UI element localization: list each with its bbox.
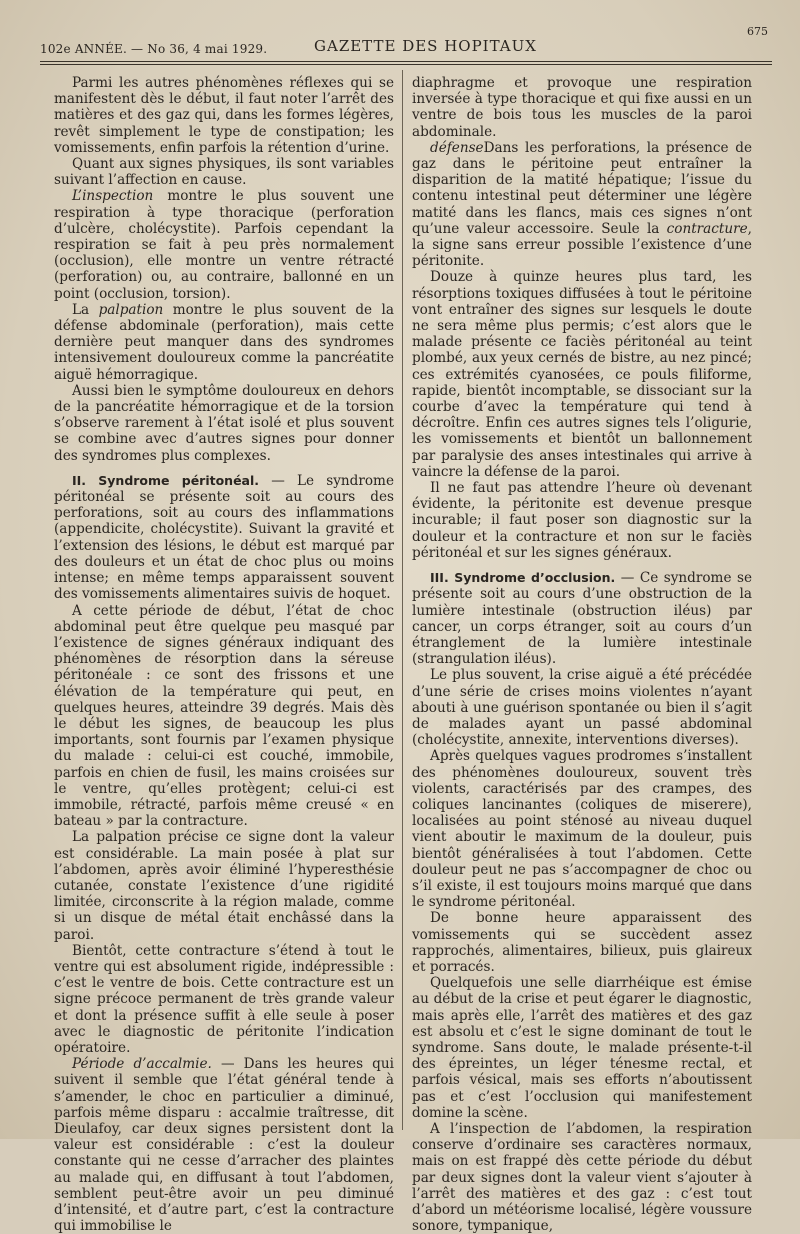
paragraph <box>54 302 394 383</box>
paragraph <box>54 943 394 1056</box>
text: La <box>72 301 99 318</box>
text: — Dans les heures qui suivent il semble que l’état général tende à s’amender, le choc en particulier a diminué, parfois même disparu : accalmie traîtresse, dit Dieulafoy, car deux signes persistent dont la valeur est considérable : c’est la douleur constante qui ne cesse d’arracher des plaintes au malade qui, en diffusant à tout l’abdomen, semblent peut-être avoir un peu diminué d’intensité, et d’autre part, c’est la contracture qui immobilise le <box>54 1056 394 1234</box>
text: A l’inspection de l’abdomen, la respiration conserve d’ordinaire ses caractères normaux, mais on est frappé dès cette période du début par deux signes dont la valeur vient s’ajouter à l’arrêt des matières et des gaz : c’est tout d’abord un météorisme localisé, légère voussure sonore, tympanique, <box>412 1121 752 1234</box>
text: Douze à quinze heures plus tard, les résorptions toxiques diffusées à tout le péritoine vont entraîner des signes sur lesquels le doute ne sera même plus permis; c’est alors que le malade présente ce faciès péritonéal au teint plombé, aux yeux cernés de bistre, au nez pincé; ces extrémités cyanosées, ce pouls filiforme, rapide, bientôt incomptable, se dissociant sur la courbe d’avec la température qui tend à décroître. Enfin ces autres signes tels l’oligurie, les vomissements et bientôt un ballonnement par paralysie des anses intestinales qui arrive à vaincre la défense de la paroi. <box>412 269 752 480</box>
text: Le plus souvent, la crise aiguë a été précédée d’une série de crises moins violentes n’ayant abouti à une guérison spontanée ou bien il s’agit de malades ayant un passé abdominal (cholécystite, annexite, interventions diverses). <box>412 667 752 749</box>
text: Quelquefois une selle diarrhéique est émise au début de la crise et peut égarer le diagnostic, mais après elle, l’arrêt des matières et des gaz est absolu et c’est le signe dominant de tout le syndrome. Sans doute, le malade présente-t-il des épreintes, un léger ténesme rectal, et parfois vésical, mais ses efforts n’aboutissent pas et c’est l’occlusion qui manifestement domine la scène. <box>412 975 752 1121</box>
text: diaphragme et provoque une respiration inversée à type thoracique et qui fixe aussi en un ventre de bois tous les muscles de la paroi abdominale. <box>412 75 752 140</box>
text: montre le plus souvent de la défense abdominale (perforation), mais cette dernière peut manquer dans des syndromes intensivement douloureux comme la pancréatite aiguë hémorragique. <box>54 301 394 383</box>
paragraph <box>412 140 752 270</box>
section-heading: III. Syndrome d’occlusion. <box>430 570 616 586</box>
page-header <box>40 25 768 59</box>
text: Parmi les autres phénomènes réflexes qui se manifestent dès le début, il faut noter l’arrêt des matières et des gaz qui, dans les formes légères, revêt simplement le type de constipation; les vomissements, enfin parfois la rétention d’urine. <box>54 75 394 156</box>
paragraph <box>412 1121 752 1234</box>
text: La palpation précise ce signe dont la valeur est considérable. La main posée à plat sur l’abdomen, après avoir éliminé l’hyperesthésie cutanée, constate l’existence d’une rigidité limitée, circonscrite à la région malade, comme si un disque de métal était enchâssé dans la paroi. <box>54 829 394 943</box>
paragraph <box>412 570 752 667</box>
text: Il ne faut pas attendre l’heure où devenant évidente, la péritonite est devenue presque incurable; il faut poser son diagnostic sur la douleur et la contracture et non sur le faciès péritonéal et sur les signes généraux. <box>412 480 752 561</box>
text: signe sans erreur possible l’existence d’une péritonite. <box>412 237 752 270</box>
emphasis: Période d’accalmie. <box>72 1056 212 1073</box>
paragraph <box>412 910 752 975</box>
paragraph <box>54 603 394 830</box>
paragraph <box>412 667 752 748</box>
paragraph <box>54 156 394 188</box>
header-rule-bottom <box>40 64 772 65</box>
paragraph <box>412 269 752 480</box>
text: Quant aux signes physiques, ils sont variables suivant l’affection en cause. <box>54 156 394 189</box>
paragraph <box>412 975 752 1121</box>
paragraph <box>54 829 394 942</box>
paragraph <box>412 75 752 140</box>
text: De bonne heure apparaissent des vomissements qui se succèdent assez rapprochés, alimentaires, bilieux, puis glaireux et porracés. <box>412 910 752 975</box>
paragraph <box>54 473 394 603</box>
emphasis: contracture <box>666 220 748 237</box>
column-divider <box>402 70 403 1130</box>
paragraph <box>54 1056 394 1234</box>
paragraph <box>412 748 752 910</box>
text: Après quelques vagues prodromes s’installent des phénomènes douloureux, souvent très violents, caractérisés par des crampes, des coliques lancinantes (coliques de miserere), localisées au point sténosé au niveau duquel vient aboutir le maximum de la douleur, puis bientôt généralisées à tout l’abdomen. Cette douleur peut ne pas s’accompagner de choc ou s’il existe, il est toujours moins marqué que dans le syndrome péritonéal. <box>412 748 752 911</box>
text: — Ce syndrome se présente soit au cours d’une obstruction de la lumière intestinale (obstruction iléus) par cancer, un corps étranger, soit au cours d’un étranglement de la lumière intestinale (strangulation iléus). <box>412 570 753 668</box>
paragraph <box>54 75 394 156</box>
paragraph <box>412 480 752 561</box>
journal-title: GAZETTE DES HOPITAUX <box>314 37 537 55</box>
text: montre le plus souvent une respiration à type thoracique (perforation d’ulcère, cholécystite). Parfois cependant la respiration se fait à peu près normalement (occlusion), elle montre un ventre rétracté (perforation) ou, au contraire, ballonné en un point (occlusion, torsion). <box>54 188 394 302</box>
page-number: 675 <box>747 25 768 38</box>
emphasis: L’inspection <box>72 188 154 205</box>
issue-info: 102e ANNÉE. — No 36, 4 mai 1929. <box>40 42 268 56</box>
header-rule-top <box>40 61 772 62</box>
text: Bientôt, cette contracture s’étend à tout le ventre qui est absolument rigide, indépressible : c’est le ventre de bois. Cette contracture est un signe précoce permanent de très grande valeur et dont la présence suffit à elle seule à poser avec le diagnostic de péritonite l’indication opératoire. <box>54 942 394 1056</box>
paragraph <box>54 383 394 464</box>
left-column <box>54 75 394 1234</box>
text: , la <box>412 220 752 254</box>
emphasis: défense <box>430 139 484 156</box>
text: A cette période de début, l’état de choc abdominal peut être quelque peu masqué par l’existence de signes généraux indiquant des phénomènes de résorption dans la séreuse péritonéale : ce sont des frissons et une élévation de la température qui peut, en quelques heures, atteindre 39 degrés. Mais dès le début les signes, de beaucoup les plus importants, sont fournis par l’examen physique du malade : celui-ci est couché, immobile, parfois en chien de fusil, les mains croisées sur le ventre, qu’elles protègent; celui-ci est immobile, rétracté, parfois même creusé « en bateau » par la contracture. <box>54 602 394 830</box>
text: Dans les perforations, la présence de gaz dans le péritoine peut entraîner la disparition de la matité hépatique; l’issue du contenu intestinal peut déterminer une légère matité dans les flancs, mais ces signes n’ont qu’une valeur accessoire. Seule la <box>412 139 752 237</box>
emphasis: palpation <box>98 301 164 318</box>
text: — Le syndrome péritonéal se présente soit au cours des perforations, soit au cours des inflammations (appendicite, cholécystite). Suivant la gravité et l’extension des lésions, le début est marqué par des douleurs et un état de choc plus ou moins intense; en même temps apparaissent souvent des vomissements alimentaires suivis de hoquet. <box>54 472 394 603</box>
section-heading: II. Syndrome péritonéal. <box>72 472 260 488</box>
paragraph <box>54 188 394 301</box>
right-column <box>412 75 753 1234</box>
text: Aussi bien le symptôme douloureux en dehors de la pancréatite hémorragique et de la torsion s’observe rarement à l’état isolé et plus souvent se combine avec d’autres signes pour donner des syndromes plus complexes. <box>54 382 394 464</box>
